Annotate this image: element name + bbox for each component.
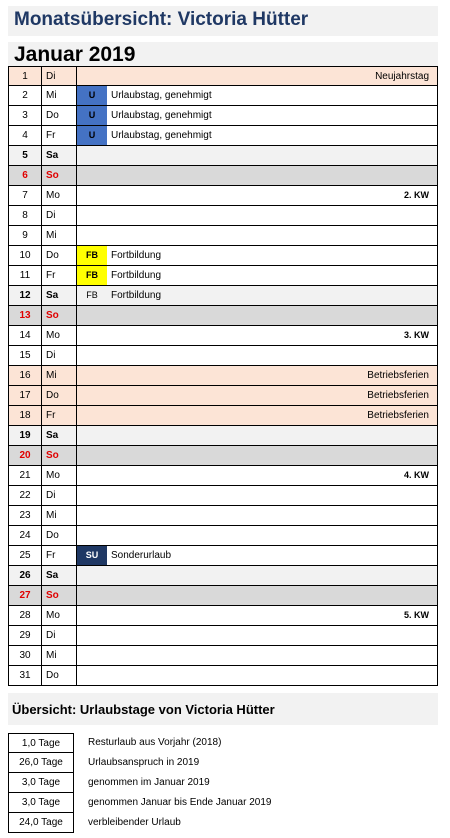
day-number: 13 [9,306,42,325]
summary-label: genommen Januar bis Ende Januar 2019 [88,797,272,808]
absence-code-badge: U [77,106,107,125]
day-row [8,226,438,246]
day-row [8,206,438,226]
weekday: Mo [42,606,77,625]
day-row [8,386,438,406]
weekday: Sa [42,426,77,445]
calendar-week-label: 3. KW [403,330,429,340]
weekday: So [42,306,77,325]
day-row [8,626,438,646]
absence-description: Fortbildung [111,290,162,301]
holiday-label: Betriebsferien [367,370,429,381]
absence-description: Urlaubstag, genehmigt [111,90,212,101]
day-row [8,106,438,126]
summary-value: 26,0 Tage [8,753,74,773]
day-number: 24 [9,526,42,545]
day-row [8,486,438,506]
weekday: Do [42,386,77,405]
day-row [8,666,438,686]
day-number: 30 [9,646,42,665]
day-row [8,466,438,486]
summary-value: 1,0 Tage [8,733,74,753]
day-row [8,326,438,346]
day-number: 11 [9,266,42,285]
weekday: Sa [42,146,77,165]
summary-value: 3,0 Tage [8,773,74,793]
month-heading: Januar 2019 [8,42,438,66]
summary-table [8,733,438,833]
absence-code-badge: FB [77,246,107,265]
day-row [8,646,438,666]
absence-description: Fortbildung [111,250,162,261]
day-row [8,426,438,446]
day-number: 2 [9,86,42,105]
day-number: 16 [9,366,42,385]
day-number: 28 [9,606,42,625]
day-number: 4 [9,126,42,145]
day-number: 6 [9,166,42,185]
weekday: Di [42,486,77,505]
weekday: Fr [42,266,77,285]
weekday: Mo [42,186,77,205]
day-row [8,446,438,466]
day-number: 21 [9,466,42,485]
summary-label: Resturlaub aus Vorjahr (2018) [88,737,222,748]
page-title: Monatsübersicht: Victoria Hütter [8,6,438,36]
calendar-week-label: 2. KW [403,190,429,200]
day-number: 25 [9,546,42,565]
weekday: Di [42,626,77,645]
day-row [8,526,438,546]
calendar-week-label: 4. KW [403,470,429,480]
summary-row [8,813,438,833]
weekday: Mi [42,366,77,385]
summary-title: Übersicht: Urlaubstage von Victoria Hütter [8,693,438,725]
calendar-table [8,66,438,686]
weekday: Sa [42,286,77,305]
day-row [8,306,438,326]
absence-description: Sonderurlaub [111,550,172,561]
weekday: Sa [42,566,77,585]
day-row [8,166,438,186]
weekday: Mo [42,466,77,485]
absence-code-badge: FB [77,266,107,285]
day-number: 5 [9,146,42,165]
weekday: So [42,166,77,185]
summary-row [8,793,438,813]
day-row [8,566,438,586]
weekday: Do [42,106,77,125]
weekday: Fr [42,126,77,145]
day-number: 20 [9,446,42,465]
weekday: Mo [42,326,77,345]
weekday: Do [42,246,77,265]
weekday: Mi [42,226,77,245]
day-number: 23 [9,506,42,525]
weekday: Di [42,67,77,86]
absence-code-badge: U [77,126,107,145]
day-number: 1 [9,67,42,86]
day-number: 26 [9,566,42,585]
weekday: Mi [42,506,77,525]
day-number: 7 [9,186,42,205]
day-row [8,86,438,106]
holiday-label: Betriebsferien [367,410,429,421]
calendar-week-label: 5. KW [403,610,429,620]
holiday-label: Betriebsferien [367,390,429,401]
day-number: 9 [9,226,42,245]
day-number: 18 [9,406,42,425]
summary-value: 24,0 Tage [8,813,74,833]
day-row [8,506,438,526]
day-number: 29 [9,626,42,645]
day-row [8,606,438,626]
absence-description: Urlaubstag, genehmigt [111,130,212,141]
absence-description: Fortbildung [111,270,162,281]
absence-code-badge: U [77,86,107,105]
summary-label: Urlaubsanspruch in 2019 [88,757,200,768]
day-number: 14 [9,326,42,345]
weekday: Do [42,526,77,545]
day-number: 27 [9,586,42,605]
holiday-label: Neujahrstag [375,71,429,82]
summary-value: 3,0 Tage [8,793,74,813]
day-number: 22 [9,486,42,505]
day-number: 31 [9,666,42,685]
day-row [8,146,438,166]
weekday: Di [42,346,77,365]
day-number: 15 [9,346,42,365]
day-row [8,366,438,386]
summary-label: verbleibender Urlaub [88,817,181,828]
weekday: Di [42,206,77,225]
day-row [8,266,438,286]
day-row [8,186,438,206]
day-row [8,286,438,306]
day-row [8,66,438,86]
day-number: 8 [9,206,42,225]
day-number: 12 [9,286,42,305]
day-number: 10 [9,246,42,265]
weekday: Mi [42,646,77,665]
day-row [8,246,438,266]
day-number: 17 [9,386,42,405]
day-row [8,126,438,146]
day-row [8,586,438,606]
weekday: Fr [42,406,77,425]
weekday: So [42,446,77,465]
absence-code-badge: SU [77,546,107,565]
day-number: 3 [9,106,42,125]
day-row [8,546,438,566]
summary-row [8,753,438,773]
day-row [8,406,438,426]
weekday: Fr [42,546,77,565]
absence-code-badge: FB [86,290,98,300]
absence-description: Urlaubstag, genehmigt [111,110,212,121]
summary-row [8,773,438,793]
summary-row [8,733,438,753]
summary-label: genommen im Januar 2019 [88,777,210,788]
weekday: Do [42,666,77,685]
weekday: Mi [42,86,77,105]
weekday: So [42,586,77,605]
day-number: 19 [9,426,42,445]
day-row [8,346,438,366]
